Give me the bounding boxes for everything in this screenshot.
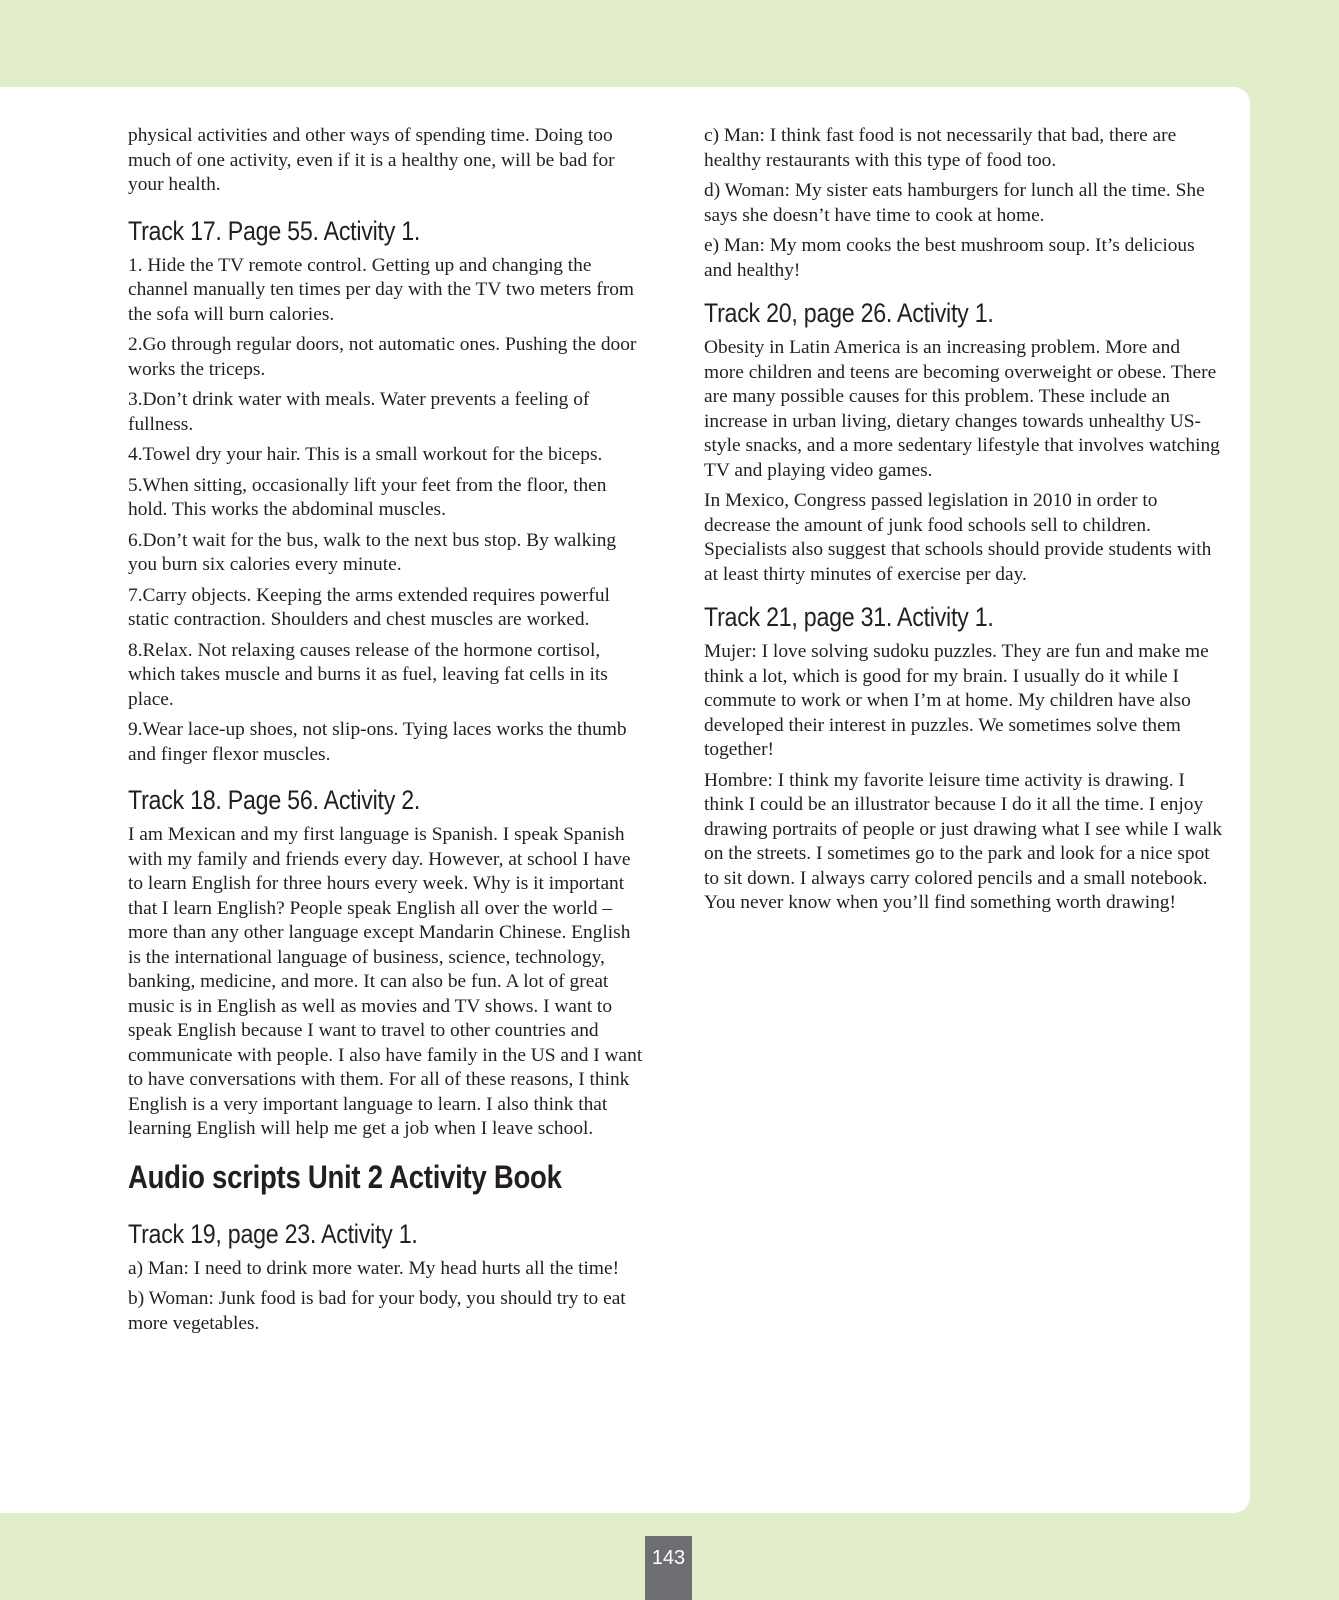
- track21-paragraph: Hombre: I think my favorite leisure time activity is drawing. I think I could be an illustrator because I do it all the time. I enjoy drawing portraits of people or just drawing what I see while I walk on the streets. I sometimes go to the park and look for a nice spot to sit down. I always carry colored pencils and a small notebook. You never know when you’ll find something worth drawing!: [704, 769, 1223, 913]
- unit-heading: Audio scripts Unit 2 Activity Book: [128, 1158, 562, 1195]
- track19-item: c) Man: I think fast food is not necessarily that bad, there are healthy restaurants with this type of food too.: [704, 125, 1177, 171]
- track19-item: d) Woman: My sister eats hamburgers for lunch all the time. She says she doesn’t have time to cook at home.: [704, 180, 1205, 226]
- track17-item: 7.Carry objects. Keeping the arms extended requires powerful static contraction. Shoulders and chest muscles are worked.: [128, 584, 610, 630]
- track21-paragraph: Mujer: I love solving sudoku puzzles. They are fun and make me think a lot, which is good for my brain. I usually do it while I commute to work or when I’m at home. My children have also developed their interest in puzzles. We sometimes solve them together!: [704, 641, 1209, 760]
- track18-paragraph: I am Mexican and my first language is Spanish. I speak Spanish with my family and friends every day. However, at school I have to learn English for three hours every week. Why is it important that I learn English? People speak English all over the world – more than any other language except Mandarin Chinese. English is the international language of business, science, technology, banking, medicine, and more. It can also be fun. A lot of great music is in English as well as movies and TV shows. I want to speak English because I want to travel to other countries and communicate with people. I also have family in the US and I want to have conversations with them. For all of these reasons, I think English is a very important language to learn. I also think that learning English will help me get a job when I leave school.: [128, 824, 643, 1139]
- track18-heading: Track 18. Page 56. Activity 2.: [128, 785, 421, 815]
- track19-heading: Track 19, page 23. Activity 1.: [128, 1218, 418, 1249]
- track17-heading: Track 17. Page 55. Activity 1.: [128, 215, 421, 246]
- page-number: 143: [645, 1536, 692, 1600]
- page-card: [0, 87, 1250, 1513]
- track19-item: a) Man: I need to drink more water. My head hurts all the time!: [128, 1257, 620, 1279]
- intro-paragraph: physical activities and other ways of spending time. Doing too much of one activity, even if it is a healthy one, will be bad for your health.: [128, 125, 615, 195]
- track20-heading: Track 20, page 26. Activity 1.: [704, 298, 994, 328]
- left-column: [128, 124, 648, 1342]
- track17-item: 8.Relax. Not relaxing causes release of the hormone cortisol, which takes muscle and burns it as fuel, leaving fat cells in its place.: [128, 639, 608, 710]
- track20-paragraph: Obesity in Latin America is an increasing problem. More and more children and teens are becoming overweight or obese. There are many possible causes for this problem. These include an increase in urban living, dietary changes towards unhealthy US-style snacks, and a more sedentary lifestyle that involves watching TV and playing video games.: [704, 337, 1220, 481]
- track17-item: 3.Don’t drink water with meals. Water prevents a feeling of fullness.: [128, 389, 590, 435]
- track17-item: 9.Wear lace-up shoes, not slip-ons. Tying laces works the thumb and finger flexor muscles.: [128, 719, 627, 765]
- track21-heading: Track 21, page 31. Activity 1.: [704, 602, 994, 632]
- track20-paragraph: In Mexico, Congress passed legislation in 2010 in order to decrease the amount of junk food schools sell to children. Specialists also suggest that schools should provide students with at least thirty minutes of exercise per day.: [704, 490, 1212, 585]
- track17-item: 5.When sitting, occasionally lift your feet from the floor, then hold. This works the abdominal muscles.: [128, 474, 607, 520]
- track17-item: 4.Towel dry your hair. This is a small workout for the biceps.: [128, 444, 603, 465]
- track17-item: 6.Don’t wait for the bus, walk to the next bus stop. By walking you burn six calories every minute.: [128, 529, 617, 575]
- track19-item: e) Man: My mom cooks the best mushroom soup. It’s delicious and healthy!: [704, 235, 1195, 281]
- track17-item: 1. Hide the TV remote control. Getting up and changing the channel manually ten times per day with the TV two meters from the sofa will burn calories.: [128, 254, 635, 325]
- track19-item: b) Woman: Junk food is bad for your body, you should try to eat more vegetables.: [128, 1288, 626, 1334]
- track17-item: 2.Go through regular doors, not automatic ones. Pushing the door works the triceps.: [128, 334, 637, 380]
- right-column: [704, 124, 1224, 922]
